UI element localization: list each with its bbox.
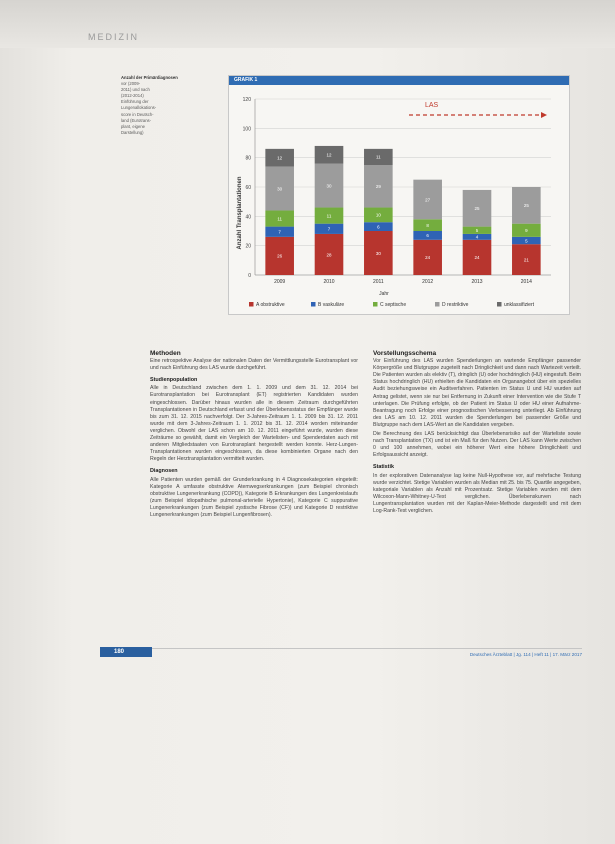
las-annotation: LAS (425, 102, 439, 109)
paragraph: Die Berechnung des LAS berücksichtigt das Überlebensrisiko auf der Warteliste sowie nach Transplantation (TX) und ist ein Maß für den Nutzen. Der LAS kann Werte zwischen 0 und 100 annehmen, wobei ein höherer Wert eine höhere Dringlichkeit und Erfolgsaussicht anzeigt. (373, 431, 581, 459)
data-label: 25 (474, 206, 480, 212)
data-label: 4 (475, 234, 479, 240)
figure-label: GRAFIK 1 (229, 76, 569, 85)
x-axis-label: Jahr (379, 291, 389, 297)
x-tick-label: 2010 (323, 279, 335, 285)
data-label: 6 (426, 233, 429, 239)
caption-line: Darstellung) (121, 129, 144, 135)
data-label: 11 (326, 213, 332, 219)
y-tick-label: 120 (242, 97, 251, 103)
data-label: 30 (375, 250, 381, 256)
data-label: 29 (375, 184, 381, 190)
figure-caption (121, 75, 209, 136)
caption-line: Einführung der (121, 99, 149, 105)
data-label: 21 (523, 257, 529, 263)
y-axis-label: Anzahl Transplantationen (237, 176, 243, 250)
paragraph: Vor Einführung des LAS wurden Spenderlungen an wartende Empfänger passender Körpergröße und Blutgruppe zugeteilt nach Dringlichkeit und dann nach Wartezeit verteilt. Die Patienten wurden als elektiv (T), dringlich (U) oder hochdringlich (HU) eingestuft. Beim Status hochdringlich (HU) erhielten die Kandidaten ein Organangebot über ein spezielles Audit beziehungsweise ein Auditverfahren. Patienten im Status U und HU wurden auf Antrag gelistet, wenn sie nur bei Entfernung in Zukunft einer Intervention wie die Stufe T unterlagen. Die Prüfung erfolgte, ob der Patient im Status U oder HU einer Aufnahme-Beantragung noch Erfolge einer prognostischen Verbesserung unterliegt. Ab Einführung des LAS am 10. 12. 2011 wurden die Spenderlungen bei passender Größe und Blutgruppe nach dem LAS-Wert an die Kandidaten vergeben. (373, 358, 581, 428)
left-column (150, 350, 358, 521)
data-label: 11 (277, 216, 283, 222)
paragraph: Alle Patienten wurden gemäß der Grunderkrankung in 4 Diagnosekategorien eingeteilt: Kategorie A umfasste obstruktive Atemwegserkrankungen (zum Beispiel chronisch obstruktive Lungenerkrankung (COPD)), Kategorie B Erkrankungen des Lungenkreislaufs (zum Beispiel idiopathische pulmonal-arterielle Hypertonie), Kategorie C suppurative Lungenerkrankungen (zum Beispiel zystische Fibrose (CF)) und Kategorie D restriktive Lungenerkrankungen (zum Beispiel Lungenfibrosen). (150, 476, 358, 518)
data-label: 30 (326, 183, 332, 189)
data-label: 12 (277, 155, 283, 161)
section-heading: Methoden (150, 350, 181, 357)
legend-label: C septische (380, 302, 407, 308)
footer-rule (150, 648, 582, 657)
data-label: 26 (277, 253, 283, 259)
paragraph: In der explorativen Datenanalyse lag keine Null-Hypothese vor, auf mehrfache Testung wurde verzichtet. Stetige Variablen wurden als Median mit 25. bis 75. Quartile angegeben, kategoriale Variablen als Anzahl mit Prozentsatz. Stetige Variablen wurden mit dem Wilcoxon-Mann-Whitney-U-Test verglichen. Überlebenskurven nach Lungentransplantation wurden mit der Kaplan-Meier-Methode dargestellt und mit dem Log-Rank-Test verglichen. (373, 472, 581, 514)
page-number: 180 (100, 647, 152, 657)
legend-swatch (311, 302, 316, 307)
legend-swatch (373, 302, 378, 307)
legend-swatch (249, 302, 254, 307)
legend-swatch (435, 302, 440, 307)
data-label: 28 (326, 252, 332, 258)
x-tick-label: 2013 (471, 279, 483, 285)
data-label: 30 (277, 186, 283, 192)
subsection-title: Statistik (373, 464, 394, 471)
las-arrow-head (541, 112, 547, 118)
journal-source: Deutsches Ärzteblatt | Jg. 114 | Heft 11 | 17. März 2017 (469, 652, 582, 657)
data-label: 6 (377, 224, 380, 230)
data-label: 24 (425, 255, 431, 261)
legend-swatch (497, 302, 502, 307)
caption-title: Anzahl der Primärdiagnosen (121, 75, 178, 80)
subsection-title: Diagnosen (150, 468, 178, 475)
legend-label: D restriktive (442, 302, 469, 308)
data-label: 11 (375, 154, 381, 160)
x-tick-label: 2012 (422, 279, 434, 285)
data-label: 12 (326, 152, 332, 158)
y-tick-label: 80 (245, 155, 251, 162)
data-label: 9 (525, 228, 528, 234)
data-label: 7 (327, 226, 331, 232)
y-tick-label: 40 (245, 214, 251, 221)
y-tick-label: 60 (245, 185, 251, 191)
subsection-title: Studienpopulation (150, 377, 198, 384)
data-label: 5 (525, 238, 528, 244)
legend-label: A obstruktive (256, 302, 285, 308)
caption-line: plant, eigene (121, 123, 145, 129)
section-label: MEDIZIN (88, 32, 139, 42)
figure-box (228, 75, 570, 315)
data-label: 8 (426, 222, 429, 228)
caption-line: 2011) und nach (121, 87, 150, 93)
caption-line: (2012-2014) (121, 93, 144, 99)
y-tick-label: 100 (242, 126, 251, 133)
subsection-title: Vorstellungsschema (373, 350, 437, 357)
stacked-bar-chart (229, 85, 569, 314)
caption-line: land (Eurotrans- (121, 117, 152, 123)
x-tick-label: 2009 (274, 279, 286, 285)
caption-line: score in Deutsch- (121, 111, 154, 117)
y-tick-label: 20 (245, 243, 251, 250)
caption-line: Lungenallokations- (121, 105, 157, 111)
data-label: 24 (474, 255, 480, 261)
x-tick-label: 2011 (372, 279, 384, 285)
data-label: 10 (375, 212, 381, 218)
data-label: 27 (425, 197, 431, 203)
paragraph: Alle in Deutschland zwischen dem 1. 1. 2009 und dem 31. 12. 2014 bei Eurotransplantation bei Eurotransplant (ET) registrierten Kandidaten wurden eingeschlossen. Darüber hinaus wurden alle in diesem Zeitraum durchgeführten Transplantationen in Deutschland erfasst und der Überlebensstatus der Empfänger wurde bis zum 31. 12. 2015 nachverfolgt. Der 3-Jahres-Zeitraum 1. 1. 2009 bis 31. 12. 2011 wurde mit dem 3-Jahres-Zeitraum 1. 1. 2012 bis 31. 12. 2014 worden miteinander verglichen. Obwohl der LAS schon am 10. 12. 2011 eingeführt wurde, wurden diese Zeiträume so gewählt, damit ein Vergleich der Wartelisten- und Spenderdaten auch mit anderen Mitgliedstaaten von Eurotransplant hergestellt werden konnte. Herz-Lungen-Transplantationen wurden eingeschlossen, da diese kombinierten Organe nach den Regeln der Herztransplantation vermittelt wurden. (150, 385, 358, 463)
legend-label: unklassifiziert (504, 302, 535, 308)
data-label: 25 (523, 203, 529, 209)
data-label: 5 (475, 228, 479, 234)
right-column (373, 350, 581, 517)
y-tick-label: 0 (248, 273, 251, 279)
data-label: 7 (278, 229, 281, 235)
caption-line: vor (2009- (121, 81, 141, 87)
x-tick-label: 2014 (520, 279, 532, 285)
legend-label: B vaskuläre (318, 302, 345, 308)
intro-paragraph: Eine retrospektive Analyse der nationalen Daten der Vermittlungsstelle Eurotransplant vor und nach Einführung des LAS wurde durchgeführt. (150, 358, 358, 372)
